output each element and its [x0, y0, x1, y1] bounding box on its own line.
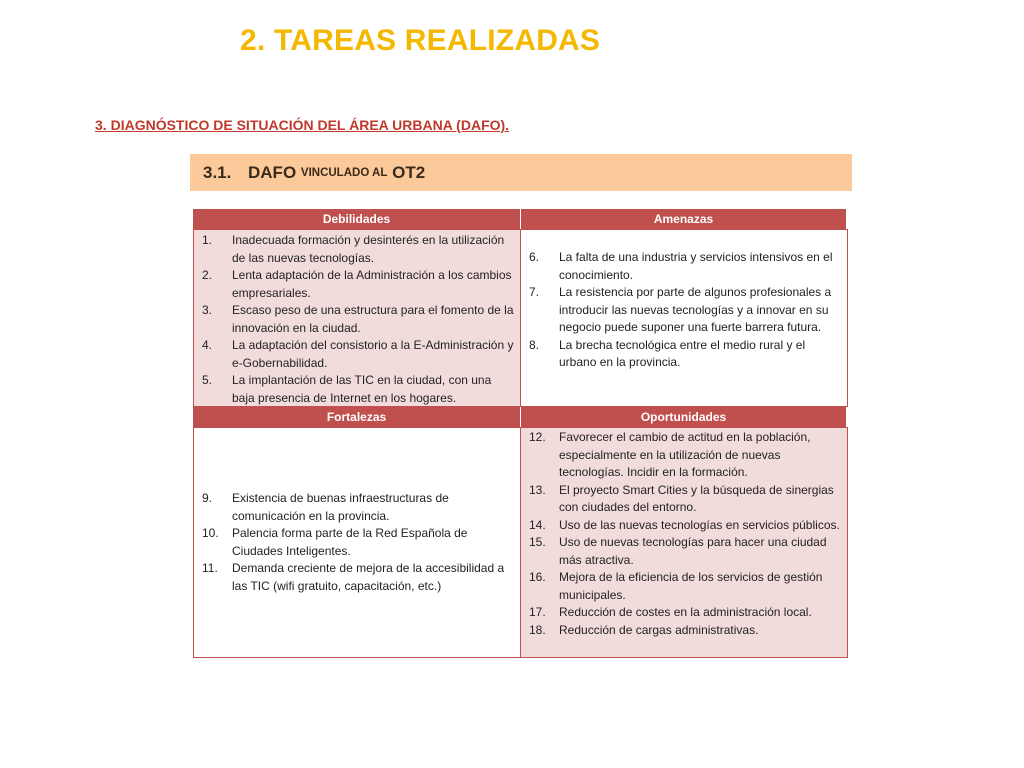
item-text: Lenta adaptación de la Administración a los cambios empresariales.: [232, 268, 512, 300]
item-text: Mejora de la eficiencia de los servicios de gestión municipales.: [559, 570, 823, 602]
subsection-title-small: VINCULADO AL: [300, 166, 388, 179]
item-number: 3.: [202, 303, 213, 317]
item-text: La implantación de las TIC en la ciudad, con una baja presencia de Internet en los hogares.: [232, 373, 492, 405]
section-heading: [95, 117, 509, 133]
item-text: El proyecto Smart Cities y la búsqueda de sinergias con ciudades del entorno.: [559, 482, 834, 514]
list-item: [521, 622, 847, 640]
debilidades-list: [194, 232, 520, 407]
item-text: La falta de una industria y servicios intensivos en el conocimiento.: [559, 250, 833, 282]
item-number: 18.: [529, 622, 546, 637]
list-item: [194, 372, 520, 407]
dafo-table: [193, 209, 848, 658]
list-item: [521, 429, 847, 482]
oportunidades-list: [521, 429, 847, 639]
list-item: [521, 604, 847, 622]
fortalezas-cell: [193, 427, 521, 658]
item-text: Existencia de buenas infraestructuras de comunicación en la provincia.: [232, 491, 449, 523]
item-text: Reducción de cargas administrativas.: [559, 622, 759, 637]
item-text: La resistencia por parte de algunos profesionales a introducir las nuevas tecnologías y a innovar en su negocio puede suponer una fuerte barrera futura.: [559, 285, 832, 334]
oportunidades-cell: [520, 427, 848, 658]
list-item: [194, 490, 520, 525]
amenazas-list: [521, 249, 847, 372]
item-text: Palencia forma parte de la Red Española de Ciudades Inteligentes.: [232, 526, 468, 558]
item-text: Favorecer el cambio de actitud en la población, especialmente en la utilización de nuevas tecnologías. Incidir en la formación.: [559, 430, 811, 479]
item-number: 9.: [202, 491, 213, 505]
list-item: [194, 302, 520, 337]
subsection-bar: [190, 154, 852, 191]
item-number: 17.: [529, 605, 546, 619]
item-number: 12.: [529, 430, 546, 444]
item-number: 16.: [529, 570, 546, 584]
fortalezas-header: Fortalezas: [193, 407, 520, 427]
list-item: [521, 517, 847, 535]
list-item: [194, 337, 520, 372]
list-item: [521, 249, 847, 284]
item-number: 8.: [529, 337, 540, 352]
item-number: 7.: [529, 285, 540, 299]
item-number: 1.: [202, 233, 213, 247]
item-number: 2.: [202, 268, 213, 282]
amenazas-header: Amenazas: [521, 209, 846, 229]
item-text: Uso de las nuevas tecnologías en servicios públicos.: [559, 517, 840, 532]
item-text: Demanda creciente de mejora de la accesibilidad a las TIC (wifi gratuito, capacitación, etc.): [232, 561, 505, 593]
list-item: [521, 284, 847, 337]
item-number: 14.: [529, 517, 546, 532]
fortalezas-list: [194, 490, 520, 595]
item-text: La adaptación del consistorio a la E-Administración y e-Gobernabilidad.: [232, 338, 514, 370]
item-number: 4.: [202, 338, 213, 352]
amenazas-cell: [520, 229, 848, 407]
debilidades-header: Debilidades: [193, 209, 520, 229]
subsection-number: 3.1.: [203, 162, 232, 182]
list-item: [521, 569, 847, 604]
item-text: Reducción de costes en la administración local.: [559, 605, 812, 619]
item-number: 11.: [202, 561, 218, 575]
item-number: 15.: [529, 535, 546, 549]
item-number: 10.: [202, 526, 219, 540]
debilidades-cell: [193, 229, 521, 407]
list-item: [194, 525, 520, 560]
list-item: [521, 337, 847, 372]
list-item: [194, 267, 520, 302]
list-item: [521, 482, 847, 517]
item-text: Inadecuada formación y desinterés en la utilización de las nuevas tecnologías.: [232, 233, 505, 265]
subsection-title-main: DAFO: [248, 162, 297, 182]
oportunidades-header: Oportunidades: [521, 407, 846, 427]
list-item: [194, 232, 520, 267]
item-text: Uso de nuevas tecnologías para hacer una ciudad más atractiva.: [559, 535, 827, 567]
slide-title: 2. TAREAS REALIZADAS: [240, 24, 601, 57]
section-title: DIAGNÓSTICO DE SITUACIÓN DEL ÁREA URBANA (DAFO).: [110, 117, 510, 133]
item-text: Escaso peso de una estructura para el fomento de la innovación en la ciudad.: [232, 303, 514, 335]
item-number: 13.: [529, 482, 546, 497]
section-number: 3.: [95, 117, 107, 133]
item-text: La brecha tecnológica entre el medio rural y el urbano en la provincia.: [559, 337, 806, 369]
list-item: [194, 560, 520, 595]
subsection-title-tail: OT2: [392, 162, 426, 182]
item-number: 6.: [529, 250, 540, 264]
item-number: 5.: [202, 373, 213, 387]
list-item: [521, 534, 847, 569]
